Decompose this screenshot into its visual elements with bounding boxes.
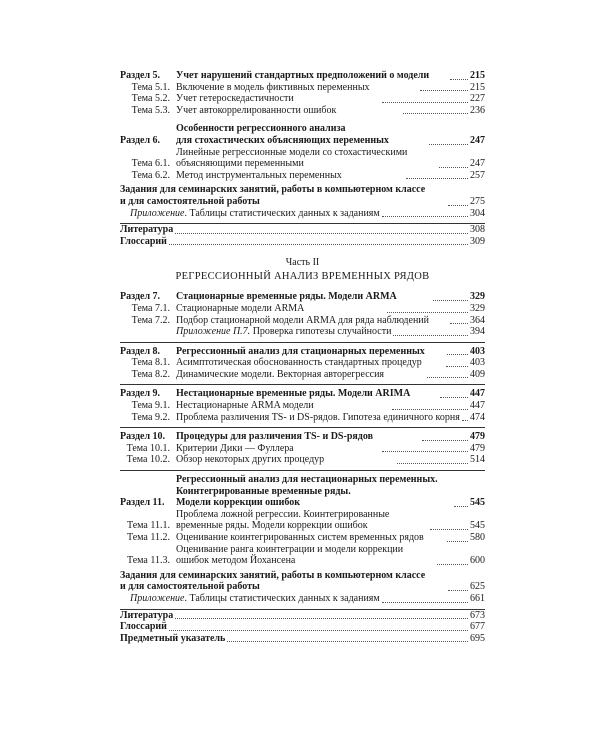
page-number: 545 (470, 520, 485, 532)
topic-entry (120, 544, 485, 567)
part2-block (120, 291, 485, 566)
topic-entry (120, 147, 485, 170)
page-number: 677 (470, 621, 485, 633)
entry-text (176, 93, 470, 105)
dot-leader (382, 101, 468, 103)
page-number: 479 (470, 431, 485, 443)
section-gap (120, 116, 485, 123)
entry-text (176, 315, 470, 327)
entry-text (176, 357, 470, 369)
entry-number: Тема 8.1. (131, 357, 170, 369)
section-entry (120, 388, 485, 400)
entry-number: Тема 8.2. (131, 368, 170, 380)
entry-title (176, 291, 431, 303)
title-line: Оценивание коинтегрированных систем временных рядов (176, 532, 424, 543)
entry-number: Раздел 8. (120, 345, 161, 357)
dot-leader (382, 450, 468, 452)
title-line: Подбор стационарной модели ARMA для ряда наблюдений (176, 314, 430, 326)
dot-leader (420, 89, 468, 91)
dot-leader (427, 376, 468, 378)
tasks-line-1: Задания для семинарских занятий, работы в компьютерном классе (120, 569, 426, 581)
title-line: Модели коррекции ошибок (176, 497, 300, 509)
topic-entry (120, 82, 485, 94)
title-line: Регрессионный анализ для нестационарных переменных. (176, 474, 438, 486)
page-number: 329 (470, 302, 485, 314)
entry-text (176, 454, 470, 466)
entry-text (176, 82, 470, 94)
part-heading: Часть II (285, 257, 320, 269)
table-of-contents (120, 70, 485, 644)
entry-text (176, 326, 470, 338)
section-entry (120, 474, 485, 509)
dot-leader (437, 563, 468, 565)
appendix-entry (120, 326, 485, 338)
entry-text (176, 346, 470, 358)
page-number: 329 (470, 291, 485, 303)
entry-title (176, 509, 428, 532)
glossary-label: Глоссарий (120, 235, 167, 247)
entry-title (176, 431, 420, 443)
page-number: 308 (470, 224, 485, 236)
entry-number: Раздел 10. (120, 431, 166, 443)
dot-leader (446, 365, 468, 367)
topic-entry (120, 369, 485, 381)
section-entry (120, 346, 485, 358)
entry-text (176, 544, 470, 567)
entry-number: Раздел 9. (120, 388, 161, 400)
section-entry (120, 123, 485, 146)
literature-entry-part2 (120, 610, 485, 622)
topic-entry (120, 532, 485, 544)
title-line: Процедуры для различения TS- и DS-рядов (176, 431, 373, 443)
topic-entry (120, 454, 485, 466)
dot-leader (422, 439, 469, 441)
page-number: 394 (470, 326, 485, 338)
entry-number: Тема 7.1. (131, 302, 170, 314)
entry-text (176, 291, 470, 303)
appendix-text: . Таблицы статистических данных к заданиям (184, 592, 380, 604)
literature-entry-part1 (120, 224, 485, 236)
title-line: Коинтегрированные временные ряды. (176, 485, 351, 497)
appendix-text: Проверка гипотезы случайности (250, 326, 392, 338)
dot-leader (397, 462, 468, 464)
title-line: Стационарные модели ARMA (176, 302, 305, 314)
entry-title (176, 369, 425, 381)
entry-text (176, 70, 470, 82)
entry-title (176, 388, 438, 400)
page-number: 447 (470, 388, 485, 400)
entry-title (176, 170, 404, 182)
entry-title (176, 70, 448, 82)
entry-text (176, 303, 470, 315)
topic-entry (120, 93, 485, 105)
page-number: 364 (470, 314, 485, 326)
entry-text (176, 369, 470, 381)
tasks-line-2: и для самостоятельной работы (120, 195, 260, 207)
dot-leader (433, 299, 468, 301)
title-line: Учет гетероскедастичности (176, 93, 294, 105)
page-number: 625 (470, 581, 485, 593)
page-number: 275 (470, 195, 485, 207)
dot-leader (387, 311, 468, 313)
entry-title (176, 123, 427, 146)
entry-number: Тема 7.2. (131, 314, 170, 326)
entry-number: Тема 11.2. (127, 532, 170, 543)
entry-title (176, 443, 380, 455)
title-line: объясняющими переменными (176, 158, 304, 170)
entry-title (176, 147, 437, 170)
dot-leader (462, 419, 468, 421)
title-line: для стохастических объясняющих переменных (176, 134, 389, 146)
page-number: 673 (470, 609, 485, 621)
topic-entry (120, 303, 485, 315)
page-number: 247 (470, 158, 485, 170)
entry-text (176, 170, 470, 182)
title-line: Проблема различения TS- и DS-рядов. Гипотеза единичного корня (176, 411, 460, 423)
entry-number: Тема 5.2. (131, 93, 170, 105)
section-entry (120, 431, 485, 443)
title-line: Включение в модель фиктивных переменных (176, 81, 370, 93)
entry-text (176, 412, 470, 424)
page-number: 479 (470, 442, 485, 454)
entry-title (176, 532, 445, 544)
title-line: Особенности регрессионного анализа (176, 123, 346, 135)
appendix-italic: Приложение (130, 207, 185, 219)
title-line: Обзор некоторых других процедур (176, 454, 325, 466)
glossary-entry-part1 (120, 236, 485, 248)
dot-leader (450, 322, 469, 324)
tasks-line-2: и для самостоятельной работы (120, 581, 260, 593)
page-number: 514 (470, 454, 485, 466)
dot-leader (440, 396, 468, 398)
page-number: 304 (470, 207, 485, 219)
glossary-entry-part2 (120, 621, 485, 633)
dot-leader (454, 505, 468, 507)
page-number: 403 (470, 345, 485, 357)
title-line: Учет автокоррелированности ошибок (176, 104, 337, 116)
page-number: 236 (470, 104, 485, 116)
dot-leader (450, 78, 468, 80)
divider (120, 470, 485, 471)
entry-text (176, 474, 470, 509)
title-line: Регрессионный анализ для стационарных переменных (176, 345, 425, 357)
entry-text (176, 147, 470, 170)
entry-title (176, 474, 452, 509)
entry-number: Раздел 5. (120, 70, 161, 81)
entry-title (176, 303, 385, 315)
entry-number: Тема 10.1. (126, 442, 170, 454)
page-number: 247 (470, 134, 485, 146)
literature-label: Литература (120, 609, 174, 621)
entry-number: Тема 6.1. (131, 158, 170, 170)
topic-entry (120, 400, 485, 412)
topic-entry (120, 443, 485, 455)
appendix-entry-part2 (120, 593, 485, 605)
title-line: ошибок методом Йохансена (176, 555, 296, 567)
topic-entry (120, 412, 485, 424)
entry-text (176, 123, 470, 146)
divider (120, 342, 485, 343)
entry-text (176, 431, 470, 443)
entry-text (176, 532, 470, 544)
index-entry (120, 633, 485, 645)
title-line: Учет нарушений стандартных предположений о модели (176, 70, 430, 81)
dot-leader (392, 408, 468, 410)
page-number: 215 (470, 81, 485, 93)
page-number: 403 (470, 357, 485, 369)
title-line: Проблема ложной регрессии. Коинтегрированные (176, 508, 390, 520)
entry-text (176, 400, 470, 412)
tasks-entry-part1 (120, 184, 485, 207)
page-number: 227 (470, 93, 485, 105)
section-entry (120, 70, 485, 82)
topic-entry (120, 170, 485, 182)
divider (120, 427, 485, 428)
dot-leader (429, 143, 468, 145)
title-line: Оценивание ранга коинтеграции и модели коррекции (176, 543, 404, 555)
title-line: Асимптотическая обоснованность стандартных процедур (176, 357, 422, 369)
page-number: 447 (470, 400, 485, 412)
entry-title (176, 412, 460, 424)
entry-title (176, 544, 435, 567)
glossary-label: Глоссарий (120, 621, 167, 633)
entry-number: Тема 11.1. (127, 520, 170, 532)
dot-leader (406, 177, 468, 179)
page-number: 409 (470, 368, 485, 380)
part1-block (120, 70, 485, 181)
title-line: Динамические модели. Векторная авторегрессия (176, 368, 385, 380)
topic-entry (120, 509, 485, 532)
entry-text (176, 509, 470, 532)
topic-entry (120, 105, 485, 117)
entry-number: Тема 9.2. (131, 411, 170, 423)
entry-number: Тема 6.2. (131, 169, 170, 181)
page-number: 661 (470, 592, 485, 604)
tasks-entry-part2 (120, 570, 485, 593)
title-line: Нестационарные ARMA модели (176, 400, 314, 412)
title-line: Критерии Дики — Фуллера (176, 442, 294, 454)
page-number: 309 (470, 235, 485, 247)
page-number: 600 (470, 555, 485, 567)
title-line: Линейные регрессионные модели со стохастическими (176, 146, 408, 158)
dot-leader (393, 334, 468, 336)
appendix-label (176, 326, 391, 338)
literature-label: Литература (120, 224, 174, 236)
topic-entry (120, 315, 485, 327)
entry-text (176, 388, 470, 400)
title-line: Метод инструментальных переменных (176, 169, 342, 181)
index-label: Предметный указатель (120, 632, 226, 644)
entry-number: Тема 5.1. (131, 81, 170, 93)
tasks-line-1: Задания для семинарских занятий, работы в компьютерном классе (120, 184, 426, 196)
dot-leader (447, 353, 468, 355)
section-entry (120, 291, 485, 303)
entry-title (176, 93, 380, 105)
entry-number: Раздел 11. (120, 497, 165, 509)
entry-title (176, 105, 401, 117)
entry-number: Тема 9.1. (131, 400, 170, 412)
entry-title (176, 357, 444, 369)
dot-leader (439, 166, 468, 168)
page-number: 215 (470, 70, 485, 81)
title-line: Стационарные временные ряды. Модели ARMA (176, 291, 397, 303)
appendix-text: . Таблицы статистических данных к заданиям (184, 207, 380, 219)
entry-title (176, 454, 395, 466)
entry-number: Раздел 7. (120, 291, 161, 303)
entry-text (176, 443, 470, 455)
dot-leader (403, 112, 468, 114)
topic-entry (120, 357, 485, 369)
dot-leader (447, 540, 468, 542)
entry-number: Раздел 6. (120, 134, 161, 146)
entry-title (176, 315, 448, 327)
title-line: временные ряды. Модели коррекции ошибок (176, 520, 368, 532)
title-line: Нестационарные временные ряды. Модели ARIMA (176, 388, 411, 400)
appendix-entry-part1 (120, 208, 485, 220)
page-number: 580 (470, 532, 485, 543)
entry-title (176, 82, 418, 94)
page-number: 474 (470, 411, 485, 423)
page-number: 257 (470, 169, 485, 181)
dot-leader (430, 528, 468, 530)
page-number: 545 (470, 497, 485, 509)
entry-text (176, 105, 470, 117)
entry-title (176, 400, 390, 412)
entry-number: Тема 5.3. (131, 104, 170, 116)
page-number: 695 (470, 632, 485, 644)
part-title: РЕГРЕССИОННЫЙ АНАЛИЗ ВРЕМЕННЫХ РЯДОВ (175, 271, 430, 283)
divider (120, 384, 485, 385)
entry-number: Тема 11.3. (127, 555, 170, 567)
appendix-italic: Приложение (130, 592, 185, 604)
appendix-italic: Приложение П.7. (176, 326, 251, 338)
entry-number: Тема 10.2. (126, 454, 170, 466)
entry-title (176, 346, 445, 358)
